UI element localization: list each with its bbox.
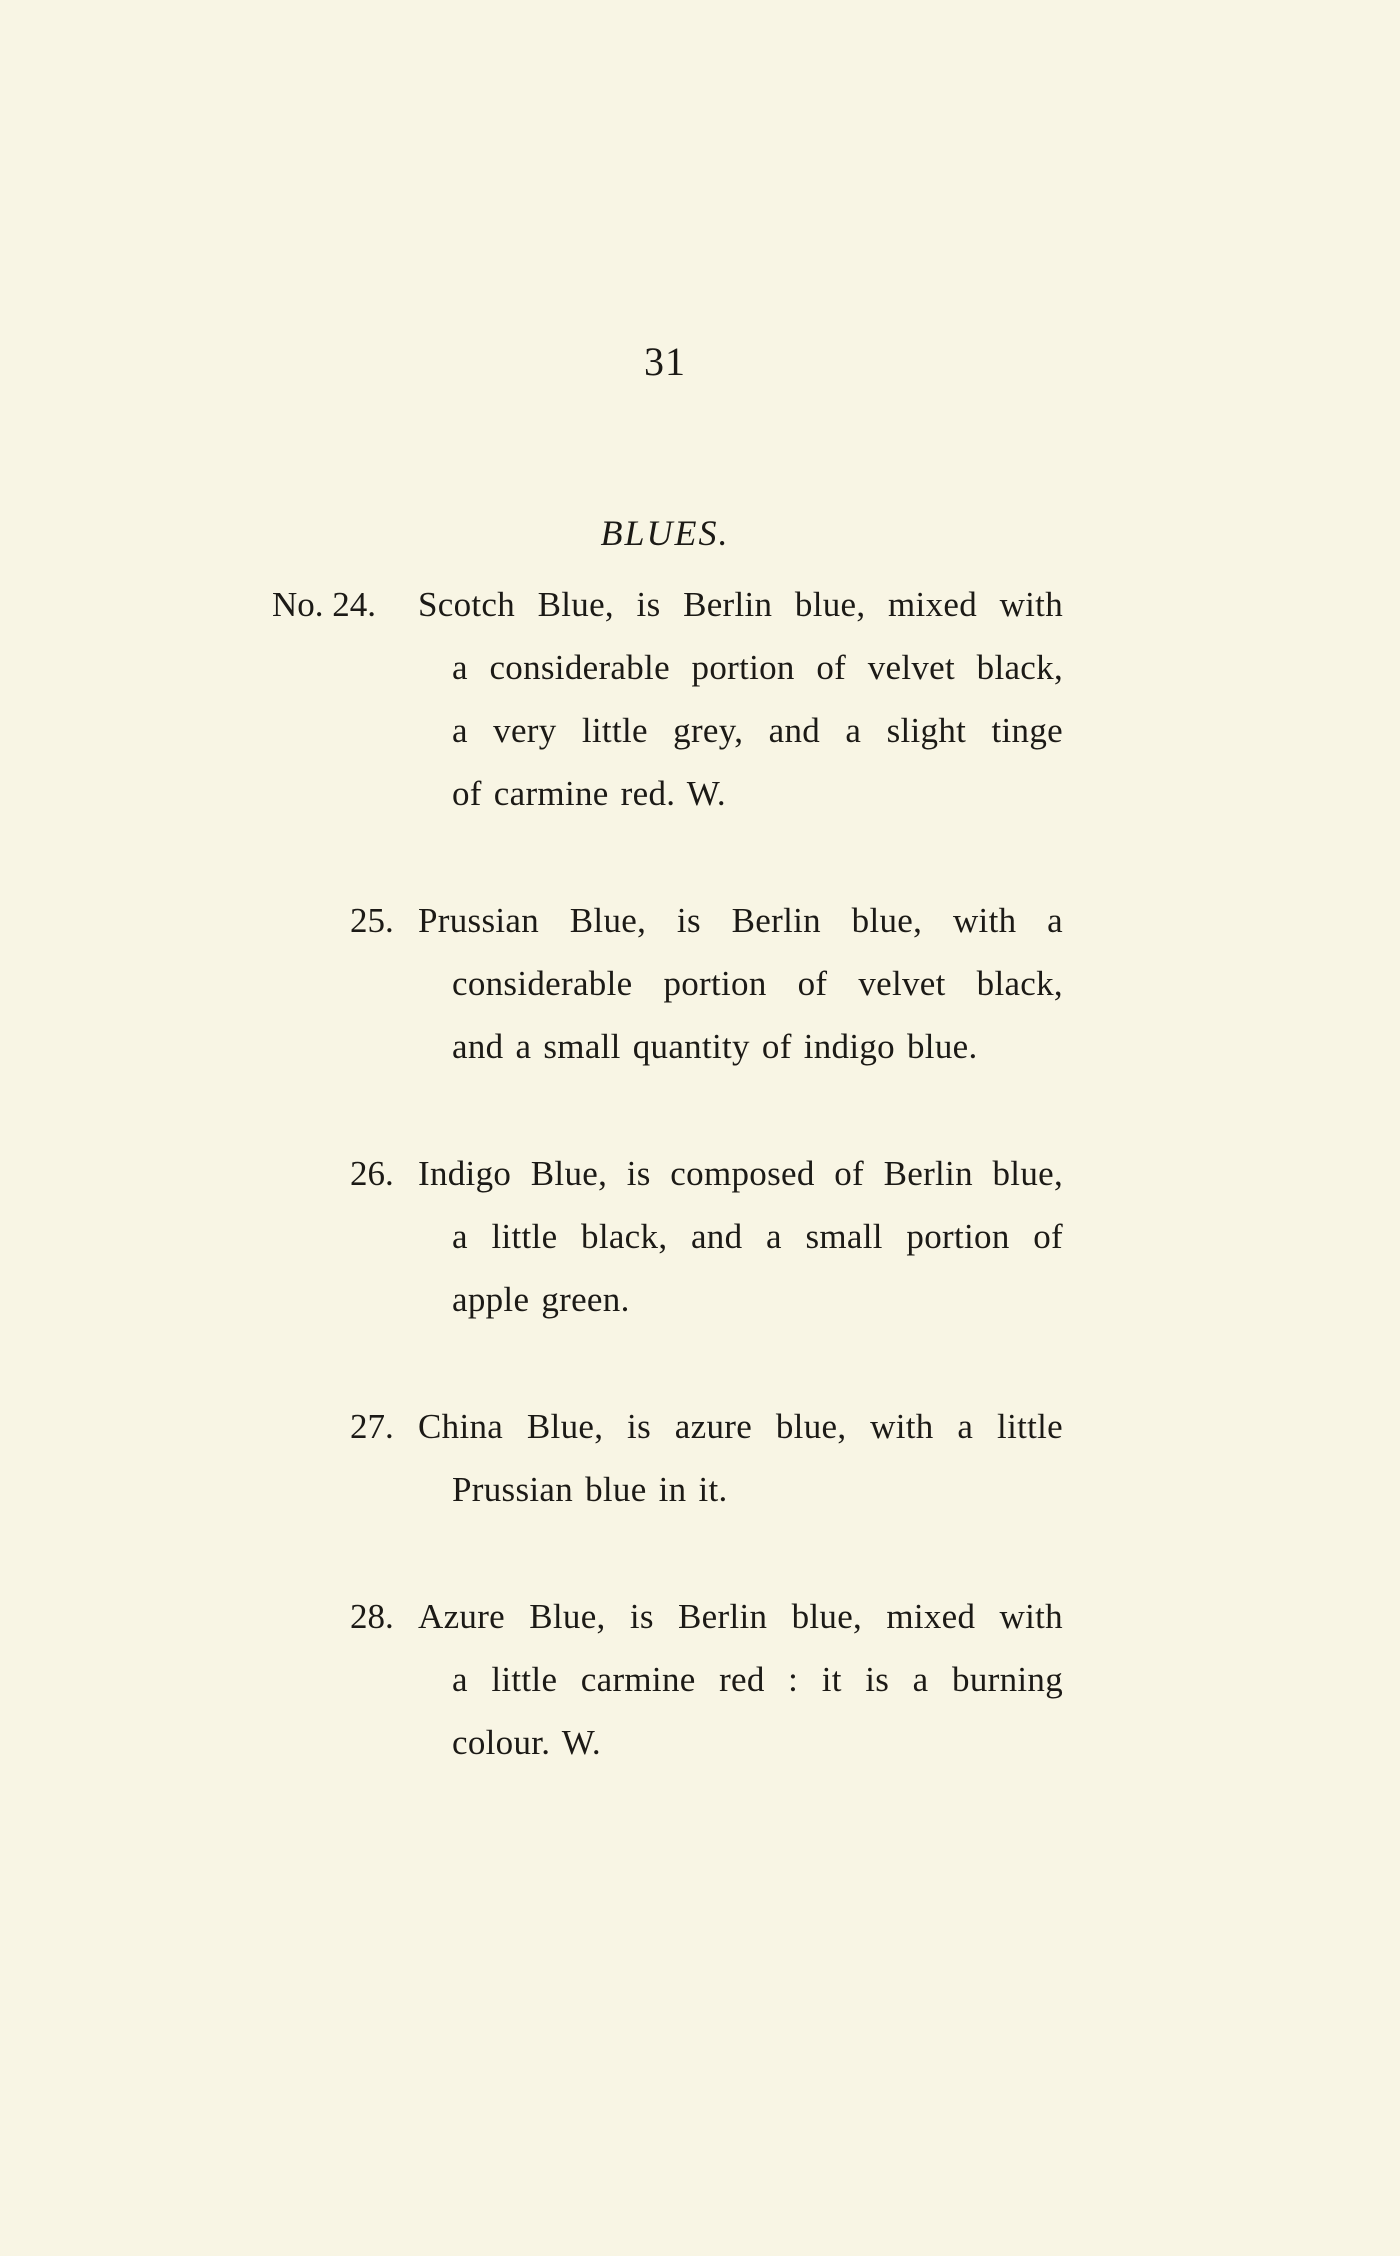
entry-line: apple green. [452, 1280, 630, 1319]
page-number: 31 [644, 339, 686, 384]
entry-line: of carmine red. W. [452, 774, 726, 813]
entry-line: Azure Blue, is Berlin blue, mixed with [418, 1597, 1063, 1636]
entry-number: No. 24. [272, 585, 377, 624]
entry-number: 25. [350, 901, 394, 940]
entry-line: a very little grey, and a slight tinge [452, 711, 1063, 750]
entry-line: colour. W. [452, 1723, 601, 1762]
entry-line: a little carmine red : it is a burning [452, 1660, 1063, 1699]
entry-line: Indigo Blue, is composed of Berlin blue, [418, 1154, 1063, 1193]
entry-line: Prussian Blue, is Berlin blue, with a [418, 901, 1063, 940]
entry-number: 28. [350, 1597, 394, 1636]
entry-number: 27. [350, 1407, 394, 1446]
entry-line: Prussian blue in it. [452, 1470, 728, 1509]
entry-number: 26. [350, 1154, 394, 1193]
entry-line: a little black, and a small portion of [452, 1217, 1063, 1256]
entry-line: Scotch Blue, is Berlin blue, mixed with [418, 585, 1063, 624]
entry-line: a considerable portion of velvet black, [452, 648, 1063, 687]
entry-line: considerable portion of velvet black, [452, 964, 1063, 1003]
section-title: BLUES. [600, 513, 730, 553]
entry-line: and a small quantity of indigo blue. [452, 1027, 978, 1066]
entry-line: China Blue, is azure blue, with a little [418, 1407, 1063, 1446]
